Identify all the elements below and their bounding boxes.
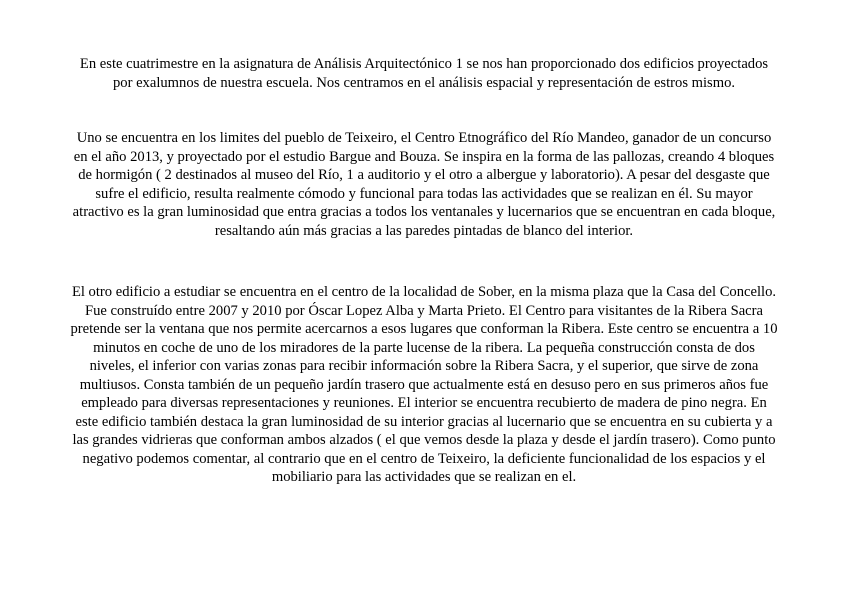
paragraph-teixeiro: Uno se encuentra en los limites del pueblo de Teixeiro, el Centro Etnográfico del Río Mandeo, ganador de un concurso en el año 2013, y proyectado por el estudio Bargue and Bouza. Se inspira en la forma de las pallozas, creando 4 bloques de hormigón ( 2 destinados al museo del Río, 1 a auditorio y el otro a albergue y laboratorio). A pesar del desgaste que sufre el edificio, resulta realmente cómodo y funcional para todas las actividades que se realizan en él. Su mayor atractivo es la gran luminosidad que entra gracias a todos los ventanales y lucernarios que se encuentran en cada bloque, resaltando aún más gracias a las paredes pintadas de blanco del interior.	[72, 130, 776, 239]
paragraph-sober: El otro edificio a estudiar se encuentra en el centro de la localidad de Sober, en la misma plaza que la Casa del Concello. Fue construído entre 2007 y 2010 por Óscar Lopez Alba y Marta Prieto. El Centro para visitantes de la Ribera Sacra pretende ser la ventana que nos permite acercarnos a esos lugares que conforman la Ribera. Este centro se encuentra a 10 minutos en coche de uno de los miradores de la parte lucense de la ribera. La pequeña construcción consta de dos niveles, el inferior con varias zonas para recibir información sobre la Ribera Sacra, y el superior, que sirve de zona multiusos. Consta también de un pequeño jardín trasero que actualmente está en desuso pero en sus primeros años fue empleado para diversas representaciones y reuniones. El interior se encuentra recubierto de madera de pino negra. En este edificio también destaca la gran luminosidad de su interior gracias al lucernario que se encuentra en su cubierta y a las grandes vidrieras que conforman ambos alzados ( el que vemos desde la plaza y desde el jardín trasero). Como punto negativo podemos comentar, al contrario que en el centro de Teixeiro, la deficiente funcionalidad de los espacios y el mobiliario para las actividades que se realizan en el.	[70, 284, 778, 485]
paragraph-intro: En este cuatrimestre en la asignatura de Análisis Arquitectónico 1 se nos han proporcionado dos edificios proyectados por exalumnos de nuestra escuela. Nos centramos en el análisis espacial y representación de estros mismo.	[79, 56, 769, 91]
